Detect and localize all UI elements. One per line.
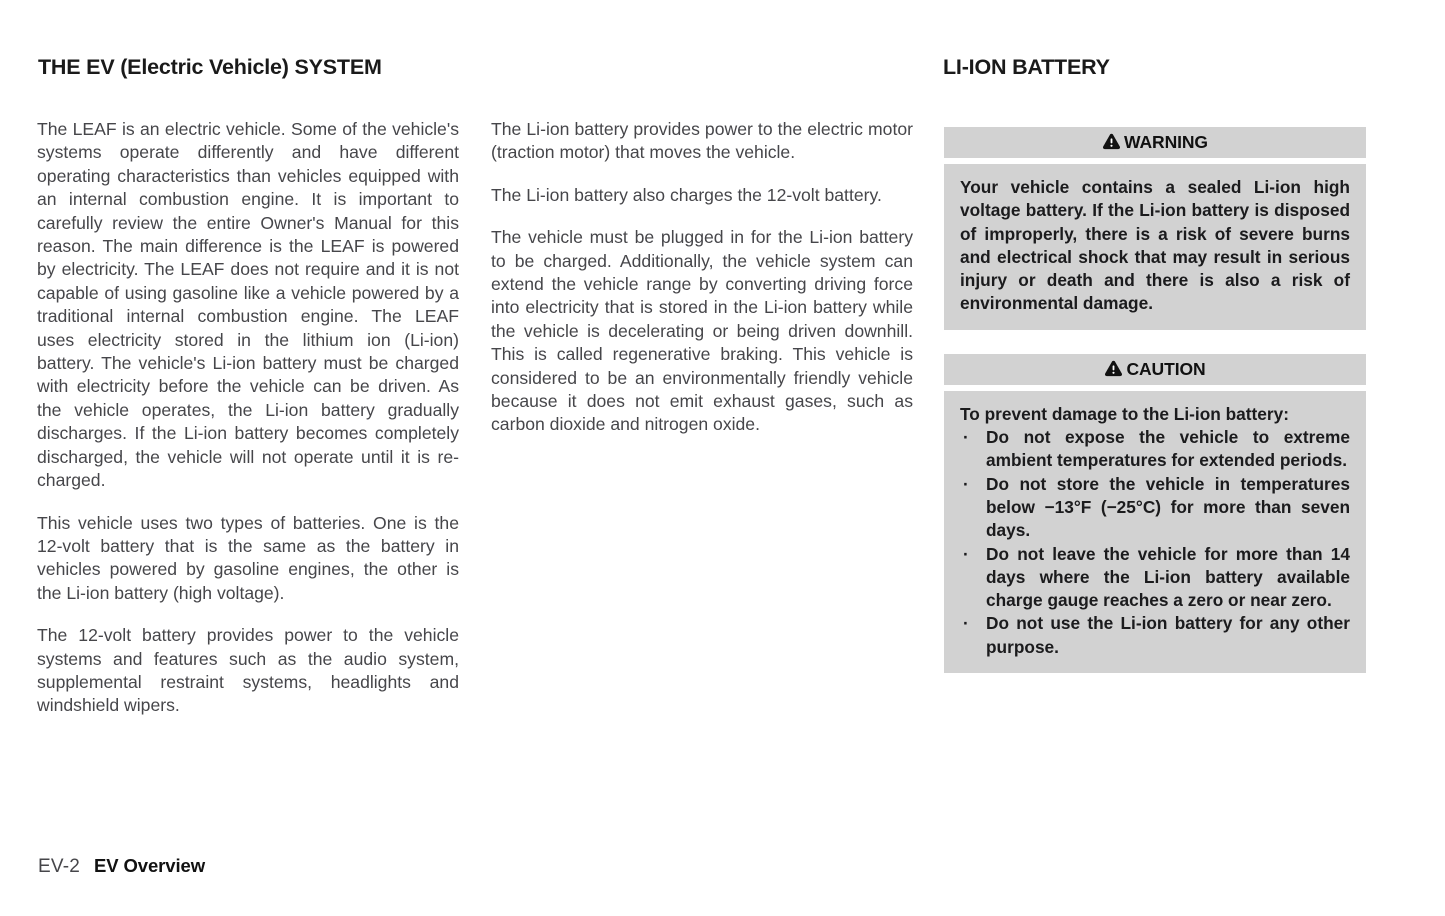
paragraph: The LEAF is an electric vehicle. Some of the vehicle's systems operate differently and have different operating characteristics than vehicles equipped with an internal combustion engine. It is important to carefully review the entire Owner's Manual for this reason. The main difference is the LEAF is powered by electricity. The LEAF does not require and it is not capable of using gasoline like a vehicle powered by a traditional internal combustion engine. The LEAF uses electricity stored in the lithium ion (Li-ion) battery. The vehicle's Li-ion battery must be charged with electricity before the vehicle can be driven. As the vehicle operates, the Li-ion battery gradually discharges. If the Li-ion battery becomes completely discharged, the vehicle will not operate until it is re-charged.	[37, 119, 459, 491]
paragraph: This vehicle uses two types of batteries. One is the 12-volt battery that is the same as the battery in vehicles powered by gasoline engines, the other is the Li-ion battery (high voltage).	[37, 512, 459, 603]
warning-alert-label: WARNING	[1124, 131, 1208, 152]
bullet-dot-icon: ·	[963, 427, 969, 448]
list-item	[960, 473, 1350, 543]
list-item	[960, 426, 1350, 473]
list-item	[960, 543, 1350, 613]
bullet-dot-icon: ·	[963, 473, 969, 494]
caution-triangle-icon	[1104, 359, 1123, 378]
list-item-label: Do not expose the vehicle to extreme ambient temperatures for extended periods.	[986, 427, 1350, 471]
caution-alert-box	[944, 354, 1366, 673]
body-column-one	[37, 118, 459, 718]
caution-bullet-list	[960, 426, 1350, 659]
paragraph: The Li-ion battery provides power to the electric motor (traction motor) that moves the vehicle.	[491, 119, 913, 163]
warning-triangle-icon	[1102, 132, 1121, 151]
page-title-right: LI-ION BATTERY	[943, 55, 1110, 80]
footer-page-number: EV-2	[38, 856, 80, 877]
bullet-dot-icon: ·	[963, 543, 969, 564]
warning-alert-text: Your vehicle contains a sealed Li-ion high voltage battery. If the Li-ion battery is disposed of improperly, there is a risk of severe burns and electrical shock that may result in serious injury or death and there is also a risk of environmental damage.	[960, 177, 1350, 314]
list-item	[960, 612, 1350, 659]
footer-section-title: EV Overview	[94, 855, 205, 876]
page-title-left: THE EV (Electric Vehicle) SYSTEM	[38, 55, 382, 80]
page-footer	[38, 855, 205, 878]
caution-alert-intro: To prevent damage to the Li-ion battery:	[960, 403, 1290, 424]
caution-alert-label: CAUTION	[1126, 358, 1206, 379]
caution-alert-body	[944, 391, 1366, 673]
list-item-label: Do not use the Li-ion battery for any other purpose.	[986, 613, 1350, 657]
paragraph: The Li-ion battery also charges the 12-volt battery.	[491, 184, 882, 205]
body-column-two	[491, 118, 913, 437]
warning-alert-body	[944, 164, 1366, 330]
list-item-label: Do not store the vehicle in temperatures below −13°F (−25°C) for more than seven days.	[986, 473, 1350, 541]
paragraph: The 12-volt battery provides power to the vehicle systems and features such as the audio system, supplemental restraint systems, headlights and windshield wipers.	[37, 625, 459, 716]
warning-alert-header	[944, 127, 1366, 158]
paragraph: The vehicle must be plugged in for the Li-ion battery to be charged. Additionally, the vehicle system can extend the vehicle range by converting driving force into electricity that is stored in the Li-ion battery while the vehicle is decelerating or being driven downhill. This is called regenerative braking. This vehicle is considered to be an environmentally friendly vehicle because it does not emit exhaust gases, such as carbon dioxide and nitrogen oxide.	[491, 227, 913, 435]
warning-alert-box	[944, 127, 1366, 330]
alerts-column	[944, 127, 1366, 673]
list-item-label: Do not leave the vehicle for more than 14 days where the Li-ion battery available charge gauge reaches a zero or near zero.	[986, 543, 1350, 611]
bullet-dot-icon: ·	[963, 613, 969, 634]
caution-alert-header	[944, 354, 1366, 385]
